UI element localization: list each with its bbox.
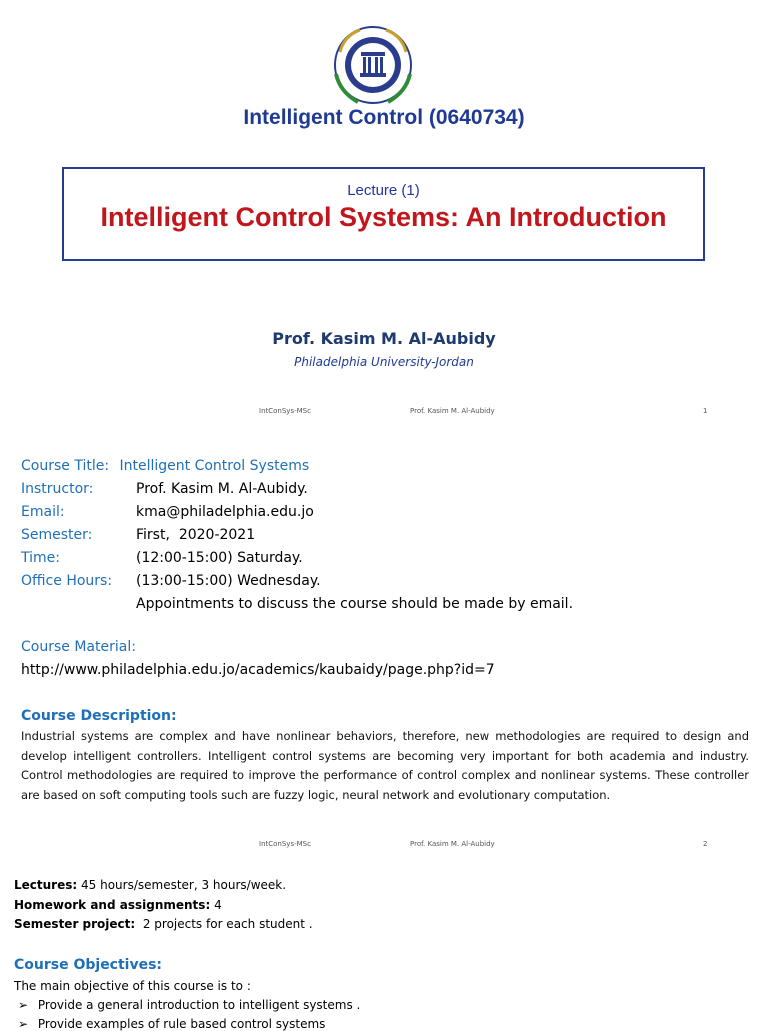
instructor-value: Prof. Kasim M. Al-Aubidy.: [136, 481, 308, 497]
homework-label: Homework and assignments:: [14, 898, 211, 912]
course-title-label: Course Title:: [21, 458, 110, 474]
footer-left: IntConSys-MSc: [259, 840, 311, 848]
professor-name: Prof. Kasim M. Al-Aubidy: [272, 329, 496, 348]
office-hours-label: Office Hours:: [21, 573, 113, 589]
objective-item: ➢ Provide a general introduction to intelligent systems .: [18, 998, 361, 1012]
lectures-line: [14, 878, 286, 892]
objective-item: ➢ Provide examples of rule based control systems: [18, 1017, 326, 1031]
semester-label: Semester:: [21, 527, 93, 543]
homework-line: [14, 898, 222, 912]
course-material-link[interactable]: http://www.philadelphia.edu.jo/academics/kaubaidy/page.php?id=7: [21, 662, 495, 678]
course-title-value: Intelligent Control Systems: [119, 458, 310, 474]
course-objectives-heading: Course Objectives:: [14, 957, 163, 973]
time-value: (12:00-15:00) Saturday.: [136, 550, 303, 566]
project-line: [14, 917, 313, 931]
appointments-note: Appointments to discuss the course should be made by email.: [136, 596, 574, 612]
lecture-label: Lecture (1): [347, 182, 420, 199]
homework-value: 4: [210, 898, 222, 912]
email-value[interactable]: kma@philadelphia.edu.jo: [136, 504, 314, 520]
lecture-title-box: [62, 167, 705, 261]
bullet-arrow-icon: ➢: [18, 1017, 29, 1031]
lectures-label: Lectures:: [14, 878, 78, 892]
email-label: Email:: [21, 504, 65, 520]
project-label: Semester project:: [14, 917, 136, 931]
footer-center: Prof. Kasim M. Al-Aubidy: [410, 407, 495, 415]
semester-value: First, 2020-2021: [136, 527, 256, 543]
course-title-row: [21, 458, 309, 474]
project-value: 2 projects for each student .: [135, 917, 313, 931]
bullet-arrow-icon: ➢: [18, 998, 29, 1012]
course-description-heading: Course Description:: [21, 708, 177, 724]
affiliation: Philadelphia University-Jordan: [294, 355, 474, 369]
course-material-heading: Course Material:: [21, 639, 136, 655]
footer-center: Prof. Kasim M. Al-Aubidy: [410, 840, 495, 848]
course-code-title: Intelligent Control (0640734): [243, 106, 525, 129]
instructor-label: Instructor:: [21, 481, 94, 497]
page-number: 1: [703, 407, 708, 415]
footer-left: IntConSys-MSc: [259, 407, 311, 415]
time-label: Time:: [21, 550, 60, 566]
university-logo: [330, 22, 416, 108]
course-description-text: Industrial systems are complex and have nonlinear behaviors, therefore, new methodologies are required to design and develop intelligent controllers. Intelligent control systems are becoming very important for both academia and industry. Control methodologies are required to improve the performance of control complex and nonlinear systems. These controller are based on soft computing tools such are fuzzy logic, neural network and evolutionary computation.: [21, 729, 749, 802]
objectives-intro: The main objective of this course is to :: [14, 979, 251, 993]
lectures-value: 45 hours/semester, 3 hours/week.: [77, 878, 287, 892]
office-hours-value: (13:00-15:00) Wednesday.: [136, 573, 321, 589]
lecture-title: Intelligent Control Systems: An Introduction: [100, 202, 667, 232]
page-number: 2: [703, 840, 708, 848]
